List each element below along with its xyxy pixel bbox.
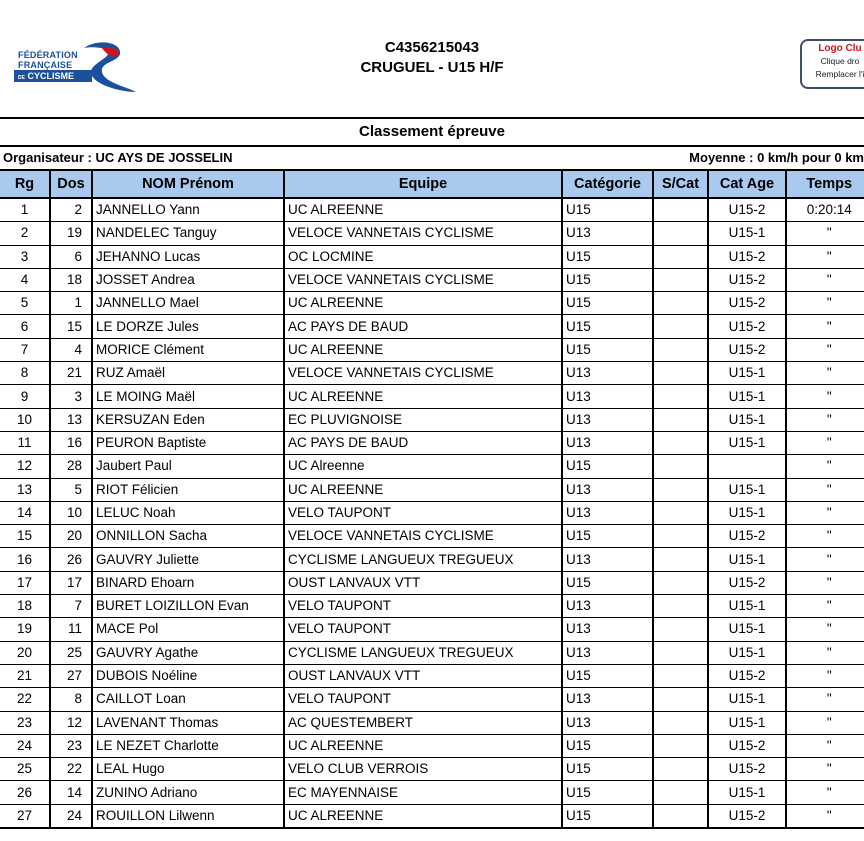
cell-cat: U15 [562,571,653,594]
cell-dos: 14 [50,781,92,804]
cell-cat: U15 [562,268,653,291]
cell-rg: 27 [0,804,50,828]
cell-scat [653,198,708,222]
cell-scat [653,455,708,478]
federation-logo-line3: CYCLISME [27,71,74,81]
column-header-equipe: Equipe [284,170,562,198]
cell-rg: 18 [0,595,50,618]
cell-scat [653,245,708,268]
cell-catage: U15-1 [708,501,786,524]
cell-equipe: UC ALREENNE [284,198,562,222]
cell-cat: U15 [562,781,653,804]
cell-temps: " [786,618,864,641]
cell-catage: U15-2 [708,268,786,291]
cell-equipe: EC MAYENNAISE [284,781,562,804]
cell-nom: MACE Pol [92,618,284,641]
cell-cat: U13 [562,431,653,454]
cell-nom: RIOT Félicien [92,478,284,501]
cell-scat [653,478,708,501]
cell-catage: U15-1 [708,408,786,431]
cell-cat: U15 [562,455,653,478]
cell-nom: LELUC Noah [92,501,284,524]
cell-equipe: VELO TAUPONT [284,595,562,618]
table-header-row [0,170,864,198]
club-logo-placeholder [800,39,864,89]
cell-cat: U15 [562,292,653,315]
cell-nom: PEURON Baptiste [92,431,284,454]
cell-rg: 16 [0,548,50,571]
cell-rg: 1 [0,198,50,222]
cell-rg: 26 [0,781,50,804]
cell-cat: U15 [562,758,653,781]
cell-nom: LE MOING Maël [92,385,284,408]
cell-nom: KERSUZAN Eden [92,408,284,431]
organizer: Organisateur : UC AYS DE JOSSELIN [3,150,233,165]
cell-catage: U15-2 [708,664,786,687]
cell-cat: U15 [562,804,653,828]
table-row [0,198,864,222]
cell-catage: U15-1 [708,222,786,245]
cell-dos: 6 [50,245,92,268]
column-header-rg: Rg [0,170,50,198]
table-row [0,641,864,664]
cell-cat: U15 [562,525,653,548]
race-code: C4356215043 [384,39,480,56]
cell-nom: GAUVRY Juliette [92,548,284,571]
cell-catage: U15-1 [708,478,786,501]
cell-equipe: CYCLISME LANGUEUX TREGUEUX [284,641,562,664]
cell-catage: U15-1 [708,385,786,408]
table-row [0,501,864,524]
cell-equipe: UC ALREENNE [284,338,562,361]
cell-scat [653,711,708,734]
cell-scat [653,501,708,524]
cell-dos: 22 [50,758,92,781]
cell-temps: " [786,431,864,454]
cell-dos: 8 [50,688,92,711]
cell-equipe: VELOCE VANNETAIS CYCLISME [284,222,562,245]
column-header-temps: Temps [786,170,864,198]
cell-temps: " [786,641,864,664]
table-row [0,245,864,268]
cell-temps: " [786,315,864,338]
cell-scat [653,781,708,804]
cell-cat: U13 [562,688,653,711]
cell-rg: 14 [0,501,50,524]
column-header-categorie: Catégorie [562,170,653,198]
cell-cat: U15 [562,664,653,687]
cell-nom: ONNILLON Sacha [92,525,284,548]
cell-dos: 2 [50,198,92,222]
federation-logo-text [18,50,78,70]
cell-rg: 9 [0,385,50,408]
cell-temps: " [786,758,864,781]
cell-equipe: VELOCE VANNETAIS CYCLISME [284,362,562,385]
race-title: CRUGUEL - U15 H/F [360,59,504,76]
cell-scat [653,641,708,664]
cell-scat [653,664,708,687]
cell-catage: U15-1 [708,688,786,711]
cell-equipe: OC LOCMINE [284,245,562,268]
cell-rg: 21 [0,664,50,687]
table-row [0,222,864,245]
cell-temps: " [786,571,864,594]
column-header-catage: Cat Age [708,170,786,198]
cell-cat: U13 [562,711,653,734]
cell-temps: " [786,292,864,315]
table-row [0,688,864,711]
cell-rg: 11 [0,431,50,454]
cell-scat [653,222,708,245]
cell-rg: 8 [0,362,50,385]
cell-dos: 25 [50,641,92,664]
cell-dos: 28 [50,455,92,478]
cell-nom: RUZ Amaël [92,362,284,385]
cell-dos: 18 [50,268,92,291]
cell-temps: " [786,781,864,804]
federation-logo-line2: FRANÇAISE [18,60,73,70]
cell-temps: " [786,595,864,618]
cell-nom: LE NEZET Charlotte [92,734,284,757]
table-row [0,548,864,571]
cell-rg: 12 [0,455,50,478]
cell-cat: U13 [562,595,653,618]
cell-rg: 3 [0,245,50,268]
cell-cat: U15 [562,315,653,338]
cell-rg: 20 [0,641,50,664]
cell-catage: U15-1 [708,548,786,571]
cell-temps: " [786,501,864,524]
cell-rg: 5 [0,292,50,315]
table-row [0,781,864,804]
cell-catage: U15-2 [708,758,786,781]
cell-nom: Jaubert Paul [92,455,284,478]
cell-dos: 3 [50,385,92,408]
cell-catage: U15-2 [708,245,786,268]
cell-scat [653,688,708,711]
cell-nom: BURET LOIZILLON Evan [92,595,284,618]
cell-dos: 21 [50,362,92,385]
divider-mid [0,145,864,147]
cell-nom: ROUILLON Lilwenn [92,804,284,828]
cell-rg: 25 [0,758,50,781]
cell-temps: " [786,338,864,361]
column-header-dos: Dos [50,170,92,198]
cell-nom: LE DORZE Jules [92,315,284,338]
cell-dos: 17 [50,571,92,594]
cell-nom: MORICE Clément [92,338,284,361]
cell-nom: GAUVRY Agathe [92,641,284,664]
table-row [0,758,864,781]
race-header [300,38,564,78]
cell-cat: U13 [562,548,653,571]
cell-cat: U15 [562,198,653,222]
cell-scat [653,595,708,618]
cell-catage: U15-1 [708,641,786,664]
cell-dos: 19 [50,222,92,245]
cell-equipe: EC PLUVIGNOISE [284,408,562,431]
section-title: Classement épreuve [359,123,505,140]
cell-dos: 16 [50,431,92,454]
cell-equipe: UC ALREENNE [284,804,562,828]
cell-equipe: UC Alreenne [284,455,562,478]
cell-catage [708,455,786,478]
cell-scat [653,362,708,385]
cell-dos: 26 [50,548,92,571]
cell-rg: 10 [0,408,50,431]
cell-equipe: AC PAYS DE BAUD [284,315,562,338]
cell-catage: U15-2 [708,804,786,828]
club-logo-line2: Clique dro [820,56,860,66]
club-logo-line1: Logo Clu [818,43,862,54]
column-header-scat: S/Cat [653,170,708,198]
cell-dos: 23 [50,734,92,757]
cell-temps: " [786,548,864,571]
cell-nom: JANNELLO Mael [92,292,284,315]
cell-scat [653,431,708,454]
cell-temps: " [786,362,864,385]
cell-temps: " [786,455,864,478]
average-speed: Moyenne : 0 km/h pour 0 km [689,150,864,165]
cell-equipe: UC ALREENNE [284,734,562,757]
cell-temps: " [786,711,864,734]
table-row [0,315,864,338]
cell-cat: U15 [562,338,653,361]
column-header-nom: NOM Prénom [92,170,284,198]
cell-cat: U15 [562,245,653,268]
table-row [0,571,864,594]
cell-equipe: AC PAYS DE BAUD [284,431,562,454]
cell-rg: 7 [0,338,50,361]
cell-rg: 6 [0,315,50,338]
cell-rg: 15 [0,525,50,548]
cell-scat [653,758,708,781]
cell-scat [653,804,708,828]
cell-scat [653,292,708,315]
table-row [0,408,864,431]
cell-cat: U13 [562,362,653,385]
cell-catage: U15-2 [708,338,786,361]
federation-swoosh-icon [78,40,138,96]
cell-scat [653,268,708,291]
cell-catage: U15-1 [708,431,786,454]
cell-rg: 22 [0,688,50,711]
cell-catage: U15-2 [708,315,786,338]
cell-temps: 0:20:14 [786,198,864,222]
table-row [0,362,864,385]
cell-dos: 10 [50,501,92,524]
cell-cat: U13 [562,641,653,664]
cell-nom: LAVENANT Thomas [92,711,284,734]
cell-catage: U15-2 [708,734,786,757]
table-row [0,385,864,408]
cell-catage: U15-2 [708,525,786,548]
table-row [0,711,864,734]
cell-temps: " [786,734,864,757]
cell-catage: U15-1 [708,781,786,804]
cell-temps: " [786,222,864,245]
cell-cat: U13 [562,501,653,524]
cell-temps: " [786,408,864,431]
table-row [0,804,864,828]
cell-equipe: UC ALREENNE [284,385,562,408]
table-row [0,664,864,687]
cell-equipe: VELO TAUPONT [284,688,562,711]
cell-nom: NANDELEC Tanguy [92,222,284,245]
cell-nom: DUBOIS Noéline [92,664,284,687]
cell-dos: 27 [50,664,92,687]
cell-scat [653,734,708,757]
cell-cat: U15 [562,734,653,757]
cell-dos: 5 [50,478,92,501]
cell-dos: 20 [50,525,92,548]
cell-equipe: OUST LANVAUX VTT [284,571,562,594]
cell-temps: " [786,525,864,548]
cell-equipe: CYCLISME LANGUEUX TREGUEUX [284,548,562,571]
cell-temps: " [786,664,864,687]
cell-nom: BINARD Ehoarn [92,571,284,594]
cell-rg: 23 [0,711,50,734]
cell-catage: U15-1 [708,595,786,618]
cell-temps: " [786,245,864,268]
cell-nom: LEAL Hugo [92,758,284,781]
cell-dos: 13 [50,408,92,431]
club-logo-line3: Remplacer l'i [815,69,864,79]
cell-cat: U13 [562,408,653,431]
cell-scat [653,618,708,641]
cell-nom: CAILLOT Loan [92,688,284,711]
table-row [0,455,864,478]
cell-temps: " [786,688,864,711]
table-row [0,478,864,501]
cell-cat: U13 [562,618,653,641]
cell-rg: 17 [0,571,50,594]
cell-temps: " [786,804,864,828]
cell-rg: 19 [0,618,50,641]
table-row [0,734,864,757]
cell-scat [653,338,708,361]
cell-dos: 11 [50,618,92,641]
cell-temps: " [786,385,864,408]
cell-catage: U15-2 [708,571,786,594]
cell-scat [653,385,708,408]
cell-catage: U15-1 [708,362,786,385]
cell-dos: 24 [50,804,92,828]
cell-equipe: AC QUESTEMBERT [284,711,562,734]
cell-scat [653,548,708,571]
federation-logo-line1: FÉDÉRATION [18,50,78,60]
cell-equipe: UC ALREENNE [284,292,562,315]
cell-catage: U15-1 [708,618,786,641]
cell-cat: U13 [562,222,653,245]
cell-rg: 4 [0,268,50,291]
table-row [0,431,864,454]
cell-rg: 2 [0,222,50,245]
cell-dos: 1 [50,292,92,315]
federation-logo [14,40,138,96]
cell-catage: U15-2 [708,198,786,222]
cell-dos: 15 [50,315,92,338]
table-row [0,292,864,315]
cell-nom: JEHANNO Lucas [92,245,284,268]
table-row [0,618,864,641]
cell-rg: 13 [0,478,50,501]
table-row [0,338,864,361]
cell-nom: ZUNINO Adriano [92,781,284,804]
divider-top [0,117,864,119]
cell-nom: JOSSET Andrea [92,268,284,291]
table-row [0,525,864,548]
cell-dos: 7 [50,595,92,618]
cell-equipe: OUST LANVAUX VTT [284,664,562,687]
federation-logo-prefix: DE [18,75,25,81]
cell-temps: " [786,268,864,291]
cell-dos: 4 [50,338,92,361]
cell-equipe: VELOCE VANNETAIS CYCLISME [284,525,562,548]
cell-scat [653,571,708,594]
cell-dos: 12 [50,711,92,734]
cell-equipe: VELOCE VANNETAIS CYCLISME [284,268,562,291]
table-row [0,595,864,618]
cell-scat [653,525,708,548]
results-table [0,169,864,829]
cell-temps: " [786,478,864,501]
table-row [0,268,864,291]
cell-catage: U15-2 [708,292,786,315]
cell-catage: U15-1 [708,711,786,734]
cell-cat: U13 [562,385,653,408]
cell-rg: 24 [0,734,50,757]
cell-cat: U13 [562,478,653,501]
cell-equipe: VELO TAUPONT [284,618,562,641]
cell-scat [653,408,708,431]
cell-nom: JANNELLO Yann [92,198,284,222]
cell-scat [653,315,708,338]
cell-equipe: VELO TAUPONT [284,501,562,524]
cell-equipe: VELO CLUB VERROIS [284,758,562,781]
cell-equipe: UC ALREENNE [284,478,562,501]
